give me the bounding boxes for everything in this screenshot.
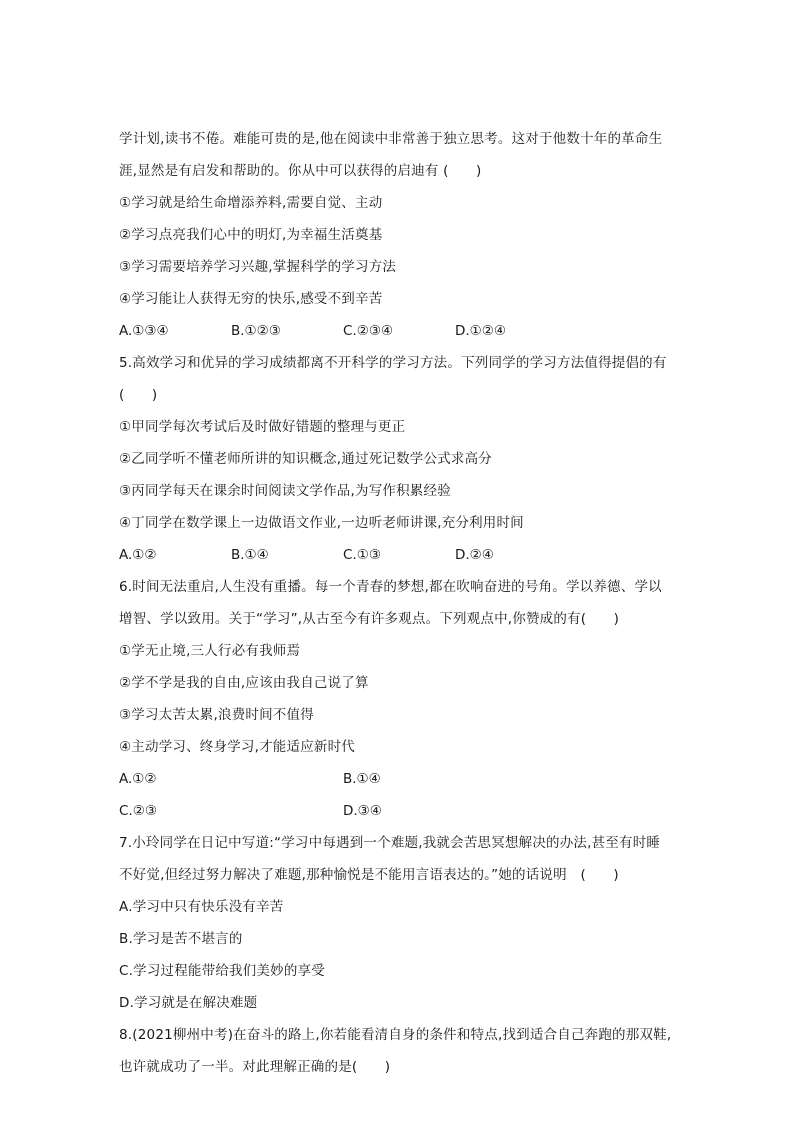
option-a: A.学习中只有快乐没有辛苦: [119, 899, 284, 915]
question-6: 6.时间无法重启,人生没有重播。每一个青春的梦想,都在吹响奋进的号角。学以养德、学以: [119, 579, 662, 595]
option-a: A.①②: [119, 547, 157, 563]
text-line: ④主动学习、终身学习,才能适应新时代: [119, 739, 355, 755]
text-line: ①学习就是给生命增添养料,需要自觉、主动: [119, 195, 383, 211]
option-b: B.①④: [231, 547, 269, 563]
text-line: 涯,显然是有启发和帮助的。你从中可以获得的启迪有 ( ): [119, 163, 482, 179]
option-c: C.②③④: [343, 323, 394, 339]
option-a: A.①②: [119, 771, 157, 787]
option-d: D.②④: [455, 547, 494, 563]
question-5: 5.高效学习和优异的学习成绩都离不开科学的学习方法。下列同学的学习方法值得提倡的有: [119, 355, 667, 371]
text-line: 学计划,读书不倦。难能可贵的是,他在阅读中非常善于独立思考。这对于他数十年的革命生: [119, 131, 663, 147]
option-d: D.③④: [343, 803, 382, 819]
text-line: ( ): [119, 387, 158, 403]
text-line: ③丙同学每天在课余时间阅读文学作品,为写作积累经验: [119, 483, 451, 499]
text-line: 增智、学以致用。关于“学习”,从古至今有许多观点。下列观点中,你赞成的有( ): [119, 611, 620, 627]
option-d: D.学习就是在解决难题: [119, 995, 258, 1011]
question-7: 7.小玲同学在日记中写道:“学习中每遇到一个难题,我就会苦思冥想解决的办法,甚至有时睡: [119, 835, 661, 851]
option-c: C.②③: [119, 803, 157, 819]
option-b: B.①④: [343, 771, 381, 787]
text-line: 不好觉,但经过努力解决了难题,那种愉悦是不能用言语表达的。”她的话说明 ( ): [119, 867, 619, 883]
text-line: ①甲同学每次考试后及时做好错题的整理与更正: [119, 419, 406, 435]
question-8: 8.(2021柳州中考)在奋斗的路上,你若能看清自身的条件和特点,找到适合自己奔跑的那双鞋,: [119, 1027, 672, 1043]
text-line: ③学习太苦太累,浪费时间不值得: [119, 707, 314, 723]
text-line: ②乙同学听不懂老师所讲的知识概念,通过死记数学公式求高分: [119, 451, 492, 467]
text-line: 也许就成功了一半。对此理解正确的是( ): [119, 1059, 391, 1075]
option-c: C.学习过程能带给我们美妙的享受: [119, 963, 325, 979]
option-b: B.学习是苦不堪言的: [119, 931, 243, 947]
option-b: B.①②③: [231, 323, 281, 339]
text-line: ④丁同学在数学课上一边做语文作业,一边听老师讲课,充分利用时间: [119, 515, 524, 531]
option-a: A.①③④: [119, 323, 169, 339]
option-c: C.①③: [343, 547, 381, 563]
text-line: ①学无止境,三人行必有我师焉: [119, 643, 301, 659]
text-line: ④学习能让人获得无穷的快乐,感受不到辛苦: [119, 291, 383, 307]
text-line: ②学习点亮我们心中的明灯,为幸福生活奠基: [119, 227, 383, 243]
text-line: ②学不学是我的自由,应该由我自己说了算: [119, 675, 369, 691]
text-line: ③学习需要培养学习兴趣,掌握科学的学习方法: [119, 259, 397, 275]
option-d: D.①②④: [455, 323, 506, 339]
